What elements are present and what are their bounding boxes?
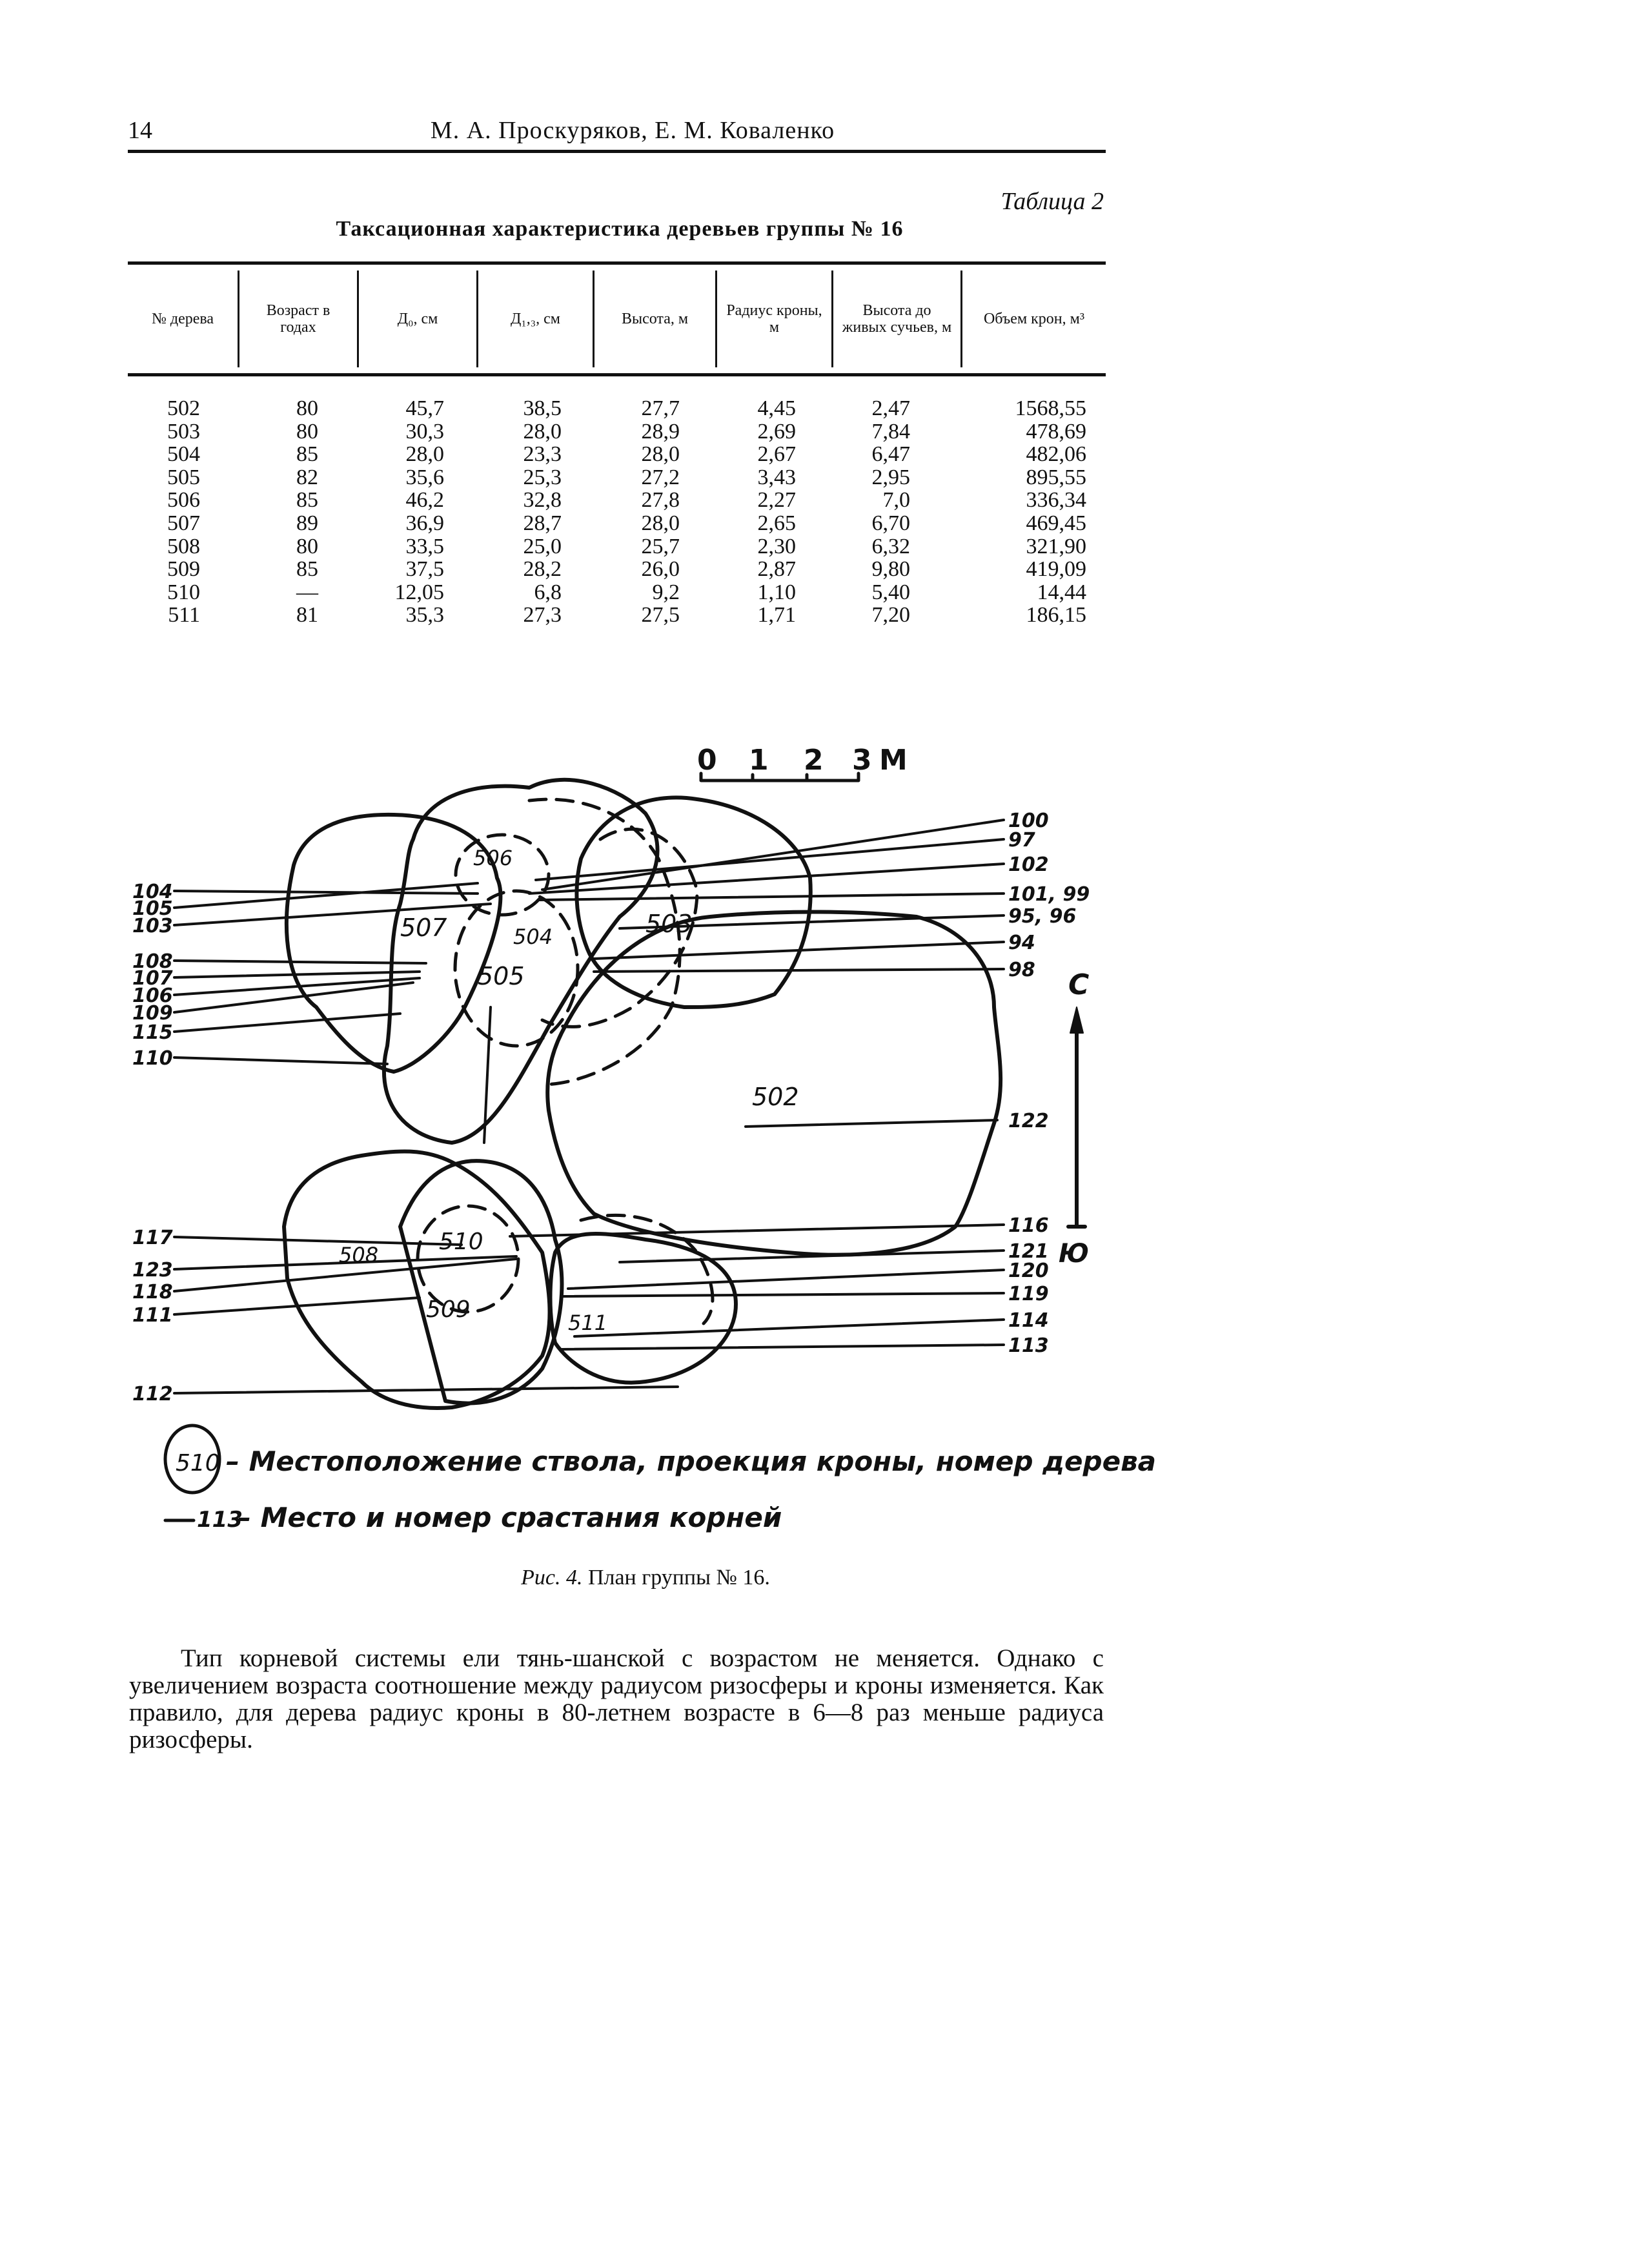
table-cell: 14,44 bbox=[1037, 580, 1086, 604]
table-cell: 28,9 bbox=[641, 419, 680, 444]
table-cell: 30,3 bbox=[405, 419, 444, 444]
root-graft-label: 98 bbox=[1008, 959, 1035, 981]
root-graft-label: 113 bbox=[1008, 1334, 1049, 1357]
table-cell: 508 bbox=[167, 534, 200, 558]
root-graft-leader-line bbox=[568, 1270, 1004, 1289]
table-cell: — bbox=[296, 580, 318, 604]
table-cell: 28,0 bbox=[523, 419, 562, 444]
column-header: Радиус кроны, м bbox=[715, 271, 831, 367]
table-cell: 1,71 bbox=[757, 603, 796, 628]
page-number: 14 bbox=[128, 117, 152, 144]
table-cell: 2,67 bbox=[757, 442, 796, 467]
root-graft-label: 105 bbox=[132, 897, 173, 920]
table-cell: 9,80 bbox=[871, 557, 910, 582]
root-graft-leader-line bbox=[539, 894, 1004, 900]
root-graft-label: 111 bbox=[132, 1304, 173, 1327]
root-graft-leader-line bbox=[174, 883, 478, 908]
root-graft-leader-line bbox=[174, 1237, 462, 1245]
table-cell: 7,84 bbox=[871, 419, 910, 444]
table-cell: 25,7 bbox=[641, 534, 680, 558]
table-cell: 25,0 bbox=[523, 534, 562, 558]
table-cell: 28,2 bbox=[523, 557, 562, 582]
legend-root-text: – Место и номер срастания корней bbox=[238, 1502, 782, 1533]
root-graft-leader-line bbox=[594, 969, 1004, 972]
root-graft-label: 106 bbox=[132, 985, 173, 1007]
root-graft-label: 104 bbox=[132, 881, 173, 903]
compass-south-label: Ю bbox=[1059, 1239, 1089, 1269]
column-header: Д₁,₃, см bbox=[476, 271, 593, 367]
running-header-authors: М. А. Проскуряков, Е. М. Коваленко bbox=[430, 117, 835, 144]
root-graft-leader-line bbox=[562, 1345, 1004, 1349]
table-cell: 27,8 bbox=[641, 488, 680, 513]
table-cell: 85 bbox=[296, 442, 318, 467]
table-cell: 28,0 bbox=[641, 442, 680, 467]
leader-122 bbox=[746, 1120, 997, 1127]
table-cell: 38,5 bbox=[523, 396, 562, 420]
table-cell: 511 bbox=[168, 603, 200, 628]
table-cell: 7,20 bbox=[871, 603, 910, 628]
table-cell: 12,05 bbox=[394, 580, 444, 604]
root-graft-leader-line bbox=[536, 839, 1004, 880]
table-cell: 505 bbox=[167, 465, 200, 489]
table-cell: 2,47 bbox=[871, 396, 910, 420]
table-cell: 2,27 bbox=[757, 488, 796, 513]
table-cell: 81 bbox=[296, 603, 318, 628]
table-cell: 186,15 bbox=[1026, 603, 1086, 628]
root-graft-label: 107 bbox=[132, 967, 173, 990]
table-cell: 45,7 bbox=[405, 396, 444, 420]
table-cell: 80 bbox=[296, 419, 318, 444]
table-cell: 3,43 bbox=[757, 465, 796, 489]
root-graft-leader-line bbox=[529, 864, 1004, 894]
table-cell: 36,9 bbox=[405, 511, 444, 535]
table-cell: 469,45 bbox=[1026, 511, 1086, 535]
table-cell: 5,40 bbox=[871, 580, 910, 604]
table-cell: 478,69 bbox=[1026, 419, 1086, 444]
table-cell: 28,0 bbox=[405, 442, 444, 467]
scale-tick-1: 1 bbox=[749, 744, 769, 777]
root-graft-leader-line bbox=[510, 1225, 1004, 1236]
table-cell: 80 bbox=[296, 534, 318, 558]
table-cell: 2,30 bbox=[757, 534, 796, 558]
tree-label-505: 505 bbox=[478, 962, 525, 990]
root-graft-label: 119 bbox=[1008, 1283, 1049, 1305]
root-graft-leader-line bbox=[562, 1293, 1004, 1296]
table-title: Таксационная характеристика деревьев группы № 16 bbox=[336, 217, 904, 241]
table-cell: 27,7 bbox=[641, 396, 680, 420]
legend-root-number: 113 bbox=[197, 1507, 243, 1533]
table-cell: 2,65 bbox=[757, 511, 796, 535]
table-cell: 510 bbox=[167, 580, 200, 604]
tree-label-504: 504 bbox=[513, 925, 553, 949]
tree-label-510: 510 bbox=[439, 1229, 483, 1255]
table-cell: 6,47 bbox=[871, 442, 910, 467]
table-cell: 336,34 bbox=[1026, 488, 1086, 513]
table-cell: 503 bbox=[167, 419, 200, 444]
root-graft-label: 116 bbox=[1008, 1214, 1049, 1237]
crown-508-outline bbox=[284, 1151, 550, 1408]
table-cell: 25,3 bbox=[523, 465, 562, 489]
compass-line bbox=[1068, 1027, 1085, 1227]
table-cell: 2,95 bbox=[871, 465, 910, 489]
root-graft-label: 110 bbox=[132, 1047, 173, 1070]
root-graft-label: 102 bbox=[1008, 853, 1049, 876]
scale-bar bbox=[701, 773, 859, 781]
table-cell: 85 bbox=[296, 557, 318, 582]
table-cell: 37,5 bbox=[405, 557, 444, 582]
legend-symbol-number: 510 bbox=[176, 1450, 220, 1476]
table-cell: 28,7 bbox=[523, 511, 562, 535]
root-graft-label: 109 bbox=[132, 1002, 173, 1025]
table-cell: 419,09 bbox=[1026, 557, 1086, 582]
table-cell: 1568,55 bbox=[1015, 396, 1086, 420]
table-cell: 82 bbox=[296, 465, 318, 489]
root-graft-label: 97 bbox=[1008, 829, 1035, 852]
root-graft-label: 94 bbox=[1008, 932, 1035, 954]
figure-caption bbox=[387, 1566, 904, 1590]
root-graft-label: 121 bbox=[1008, 1240, 1049, 1263]
crown-503 bbox=[576, 797, 810, 1007]
table-cell: 35,3 bbox=[405, 603, 444, 628]
root-graft-leader-line bbox=[174, 1298, 420, 1314]
root-graft-label: 112 bbox=[132, 1383, 173, 1405]
column-header: Возраст в годах bbox=[238, 271, 357, 367]
table-cell: 23,3 bbox=[523, 442, 562, 467]
root-graft-label: 118 bbox=[132, 1281, 173, 1303]
north-arrow-icon bbox=[1070, 1007, 1083, 1033]
table-cell: 7,0 bbox=[882, 488, 910, 513]
table-cell: 27,2 bbox=[641, 465, 680, 489]
caption-prefix: Рис. 4. bbox=[521, 1566, 583, 1589]
root-graft-label: 123 bbox=[132, 1259, 173, 1282]
table-cell: 28,0 bbox=[641, 511, 680, 535]
table-cell: 32,8 bbox=[523, 488, 562, 513]
table-cell: 6,8 bbox=[534, 580, 562, 604]
table-cell: 27,3 bbox=[523, 603, 562, 628]
table-cell: 27,5 bbox=[641, 603, 680, 628]
scale-tick-3: 3 bbox=[852, 744, 872, 777]
root-graft-label: 114 bbox=[1008, 1309, 1049, 1332]
root-graft-leader-line bbox=[174, 961, 426, 963]
scale-tick-2: 2 bbox=[804, 744, 824, 777]
table-cell: 80 bbox=[296, 396, 318, 420]
crown-511 bbox=[551, 1234, 737, 1383]
tree-label-509: 509 bbox=[426, 1296, 471, 1323]
tree-label-502: 502 bbox=[752, 1083, 799, 1111]
table-cell: 85 bbox=[296, 488, 318, 513]
table-cell: 506 bbox=[167, 488, 200, 513]
root-graft-leader-line bbox=[174, 1057, 387, 1064]
table-cell: 895,55 bbox=[1026, 465, 1086, 489]
table-cell: 507 bbox=[167, 511, 200, 535]
root-graft-leader-line bbox=[174, 891, 478, 894]
table-cell: 509 bbox=[167, 557, 200, 582]
caption-text: План группы № 16. bbox=[587, 1566, 770, 1589]
table-cell: 4,45 bbox=[757, 396, 796, 420]
column-header: № дерева bbox=[151, 311, 214, 327]
table-cell: 33,5 bbox=[405, 534, 444, 558]
root-graft-label: 115 bbox=[132, 1021, 173, 1044]
table-label: Таблица 2 bbox=[1001, 188, 1104, 215]
root-graft-leader-line bbox=[574, 1320, 1004, 1336]
column-header: Объем крон, м³ bbox=[960, 271, 1106, 367]
root-graft-label: 95, 96 bbox=[1008, 905, 1077, 928]
column-header: Высота, м bbox=[593, 271, 715, 367]
scale-tick-0: 0 bbox=[697, 744, 717, 777]
tree-label-503: 503 bbox=[645, 910, 693, 938]
column-header: Высота до живых сучьев, м bbox=[831, 271, 960, 367]
table-cell: 6,32 bbox=[871, 534, 910, 558]
scale-unit: M bbox=[879, 744, 908, 777]
paragraph-text: Тип корневой системы ели тянь-шанской с возрастом не меняется. Однако с увеличением возраста соотношение между радиусом ризосферы и кроны изменяется. Как правило, для дерева радиус кроны в 80-летнем возрасте в 6—8 раз меньше радиуса ризосферы. bbox=[129, 1644, 1104, 1753]
table-cell: 482,06 bbox=[1026, 442, 1086, 467]
tree-label-507: 507 bbox=[400, 914, 447, 942]
table-cell: 502 bbox=[167, 396, 200, 420]
tree-label-506: 506 bbox=[473, 846, 513, 870]
table-cell: 504 bbox=[167, 442, 200, 467]
root-graft-label: 101, 99 bbox=[1008, 883, 1090, 906]
table-cell: 2,87 bbox=[757, 557, 796, 582]
table-cell: 2,69 bbox=[757, 419, 796, 444]
table-cell: 321,90 bbox=[1026, 534, 1086, 558]
compass-north-label: С bbox=[1068, 968, 1090, 1001]
root-graft-leader-line bbox=[174, 1387, 678, 1393]
table-cell: 35,6 bbox=[405, 465, 444, 489]
root-graft-label: 108 bbox=[132, 950, 173, 973]
table-cell: 89 bbox=[296, 511, 318, 535]
tree-label-511: 511 bbox=[568, 1311, 608, 1335]
root-graft-label: 122 bbox=[1008, 1110, 1049, 1132]
root-graft-label: 120 bbox=[1008, 1260, 1049, 1282]
column-header: Д₀, см bbox=[357, 271, 476, 367]
root-graft-label: 100 bbox=[1008, 810, 1049, 832]
body-paragraph bbox=[129, 1645, 1104, 1753]
table-cell: 9,2 bbox=[652, 580, 680, 604]
tree-label-508: 508 bbox=[339, 1243, 379, 1267]
table-cell: 6,70 bbox=[871, 511, 910, 535]
table-cell: 1,10 bbox=[757, 580, 796, 604]
legend-tree-text: – Местоположение ствола, проекция кроны, номер дерева bbox=[226, 1446, 1157, 1477]
root-graft-label: 117 bbox=[132, 1227, 173, 1249]
table-cell: 26,0 bbox=[641, 557, 680, 582]
root-graft-leader-line bbox=[174, 1014, 400, 1032]
table-cell: 46,2 bbox=[405, 488, 444, 513]
root-graft-label: 103 bbox=[132, 915, 173, 937]
